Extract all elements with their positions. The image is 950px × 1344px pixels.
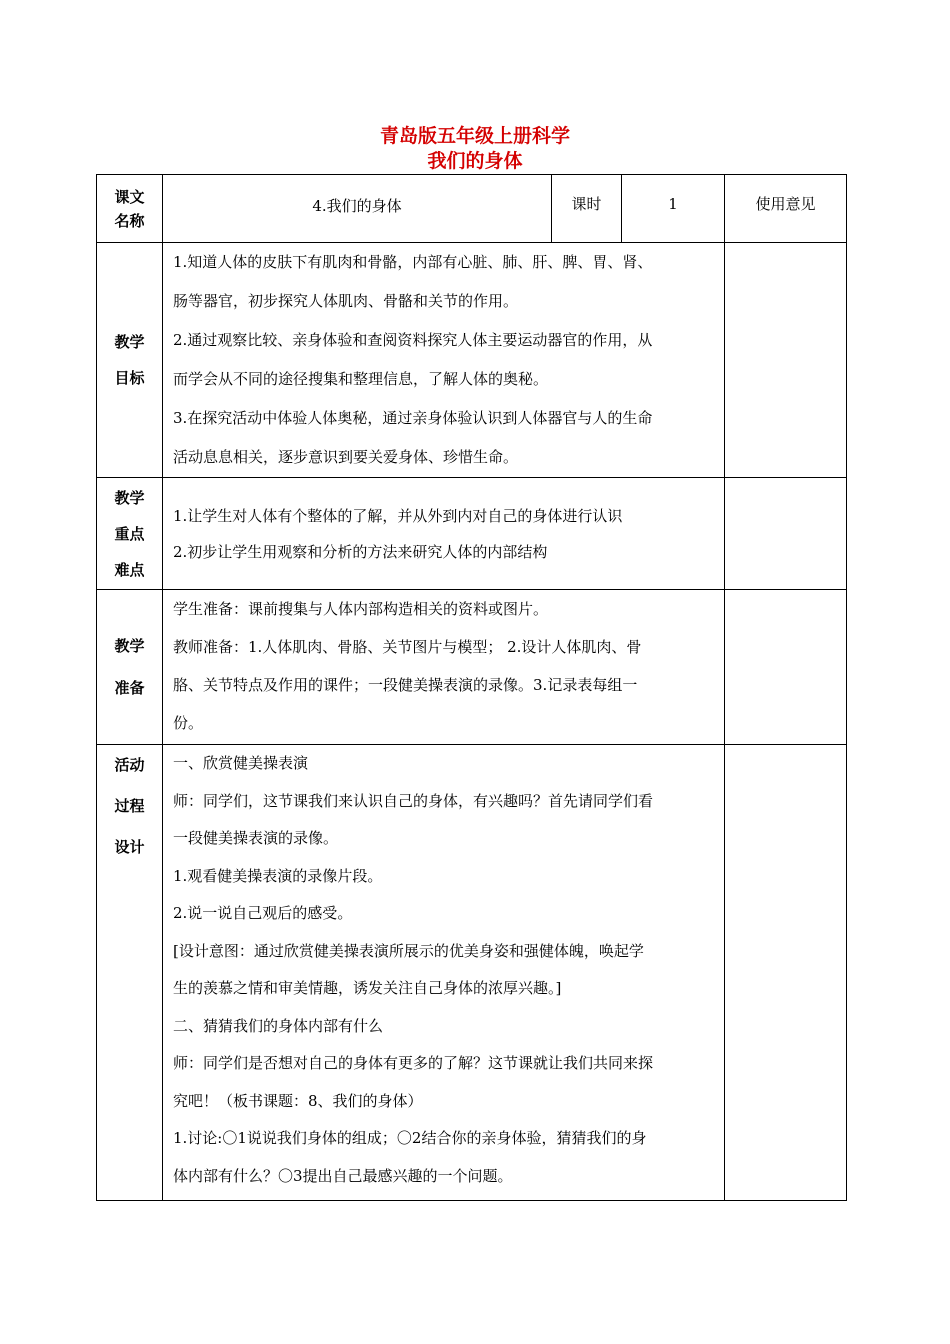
prep-line: 胳、关节特点及作用的课件；一段健美操表演的录像。3.记录表每组一 (173, 676, 638, 694)
document-subtitle: 我们的身体 (427, 150, 523, 172)
prep-line: 份。 (173, 714, 204, 732)
opinion-cell-keypoints (725, 478, 847, 590)
process-line: 2.说一说自己观后的感受。 (173, 904, 353, 922)
keypoints-line: 2.初步让学生用观察和分析的方法来研究人体的内部结构 (173, 542, 548, 561)
goals-line: 肠等器官，初步探究人体肌肉、骨骼和关节的作用。 (173, 292, 519, 310)
prep-content (163, 590, 725, 745)
lesson-plan-table (96, 174, 847, 1201)
process-line: 一段健美操表演的录像。 (173, 829, 339, 847)
goals-line: 活动息息相关，逐步意识到要关爱身体、珍惜生命。 (173, 448, 519, 466)
prep-line: 教师准备：1.人体肌肉、骨胳、关节图片与模型； 2.设计人体肌肉、骨 (173, 638, 642, 656)
prep-line: 学生准备：课前搜集与人体内部构造相关的资料或图片。 (173, 600, 549, 618)
row-lesson-name (97, 175, 847, 243)
keypoints-line: 1.让学生对人体有个整体的了解，并从外到内对自己的身体进行认识 (173, 506, 623, 525)
label-goals: 教学 目标 (97, 243, 163, 478)
label-keypoints: 教学 重点 难点 (97, 478, 163, 590)
process-line: 体内部有什么？〇3提出自己最感兴趣的一个问题。 (173, 1166, 513, 1185)
period-label: 课时 (552, 175, 622, 243)
opinion-cell-process (725, 745, 847, 1201)
label-process: 活动 过程 设计 (97, 745, 163, 1201)
process-line: 师：同学们是否想对自己的身体有更多的了解？这节课就让我们共同来探 (173, 1054, 654, 1072)
process-line: 1.讨论:〇1说说我们身体的组成；〇2结合你的亲身体验，猜猜我们的身 (173, 1129, 647, 1147)
row-keypoints (97, 478, 847, 590)
goals-line: 而学会从不同的途径搜集和整理信息，了解人体的奥秘。 (173, 370, 549, 388)
period-value: 1 (622, 175, 725, 243)
row-goals (97, 243, 847, 478)
goals-line: 2.通过观察比较、亲身体验和查阅资料探究人体主要运动器官的作用，从 (173, 331, 653, 349)
process-content (163, 745, 725, 1201)
goals-content (163, 243, 725, 478)
process-line: 师：同学们，这节课我们来认识自己的身体，有兴趣吗？首先请同学们看 (173, 791, 654, 810)
goals-line: 3.在探究活动中体验人体奥秘，通过亲身体验认识到人体器官与人的生命 (173, 409, 653, 427)
process-line: 一、欣赏健美操表演 (173, 754, 309, 772)
goals-line: 1.知道人体的皮肤下有肌肉和骨骼，内部有心脏、肺、肝、脾、胃、肾、 (173, 253, 653, 271)
opinion-cell-prep (725, 590, 847, 745)
process-line: 二、猜猜我们的身体内部有什么 (173, 1016, 384, 1035)
label-prep: 教学 准备 (97, 590, 163, 745)
row-prep (97, 590, 847, 745)
opinion-cell-goals (725, 243, 847, 478)
process-line: 1.观看健美操表演的录像片段。 (173, 866, 383, 885)
row-process (97, 745, 847, 1201)
lesson-name-value: 4.我们的身体 (163, 175, 552, 243)
label-lesson-name: 课文 名称 (97, 175, 163, 243)
process-line: [设计意图：通过欣赏健美操表演所展示的优美身姿和强健体魄，唤起学 (173, 941, 644, 960)
keypoints-content (163, 478, 725, 590)
process-line: 究吧！（板书课题：8、我们的身体） (173, 1091, 423, 1110)
document-title: 青岛版五年级上册科学 (379, 125, 570, 147)
process-line: 生的羡慕之情和审美情趣，诱发关注自己身体的浓厚兴趣。] (173, 979, 562, 997)
opinion-label: 使用意见 (725, 175, 847, 243)
